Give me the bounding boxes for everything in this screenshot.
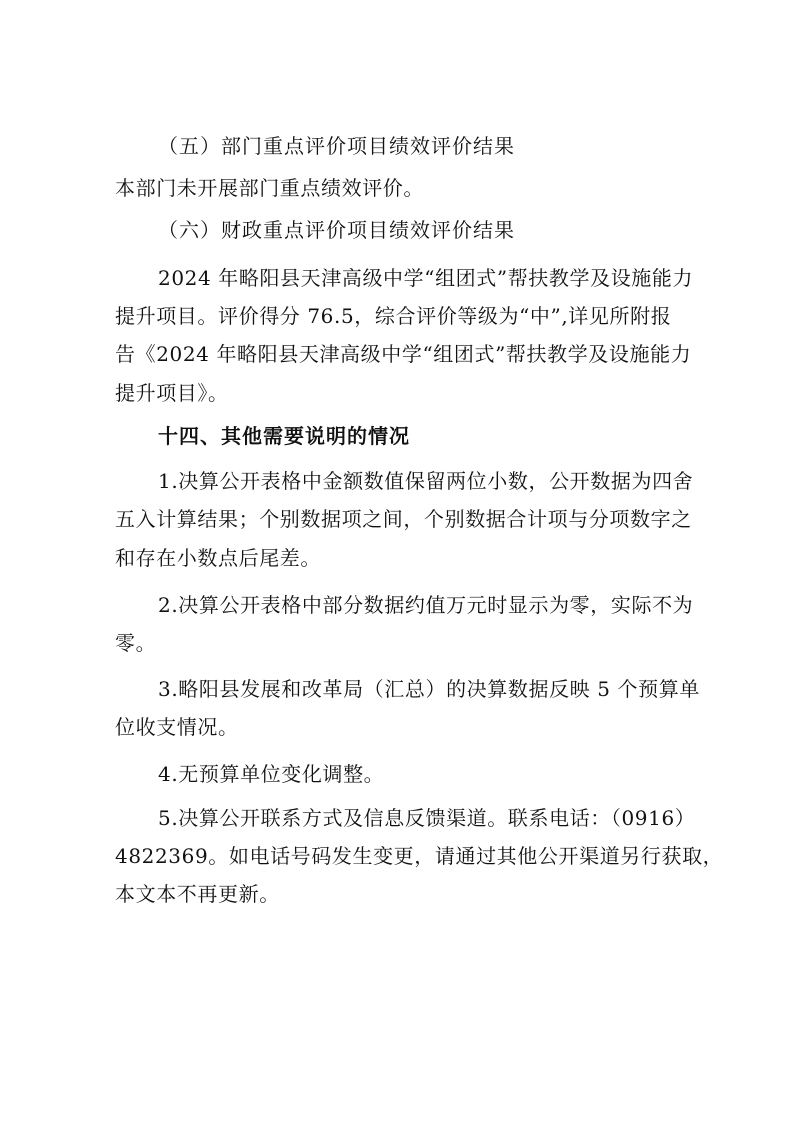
note-1-line-1: 1.决算公开表格中金额数值保留两位小数，公开数据为四舍 [158, 469, 694, 493]
section-six-text-line-2: 提升项目。评价得分 76.5，综合评价等级为“中”,详见所附报 [115, 304, 672, 328]
section-five-heading: （五）部门重点评价项目绩效评价结果 [158, 134, 515, 158]
section-five-text: 本部门未开展部门重点绩效评价。 [115, 176, 424, 200]
note-2-line-1: 2.决算公开表格中部分数据约值万元时显示为零，实际不为 [158, 593, 694, 617]
note-1-line-2: 五入计算结果；个别数据项之间，个别数据合计项与分项数字之 [115, 507, 692, 531]
section-six-text-line-4: 提升项目》。 [115, 381, 229, 405]
note-5-line-2: 4822369。如电话号码发生变更，请通过其他公开渠道另行获取， [115, 844, 724, 868]
section-six-heading: （六）财政重点评价项目绩效评价结果 [158, 218, 515, 242]
note-2-line-2: 零。 [115, 631, 157, 655]
other-notes-heading: 十四、其他需要说明的情况 [158, 424, 410, 448]
note-4-line-1: 4.无预算单位变化调整。 [158, 762, 385, 786]
note-5-line-3: 本文本不再更新。 [115, 882, 280, 906]
section-six-text-line-1: 2024 年略阳县天津高级中学“组团式”帮扶教学及设施能力 [158, 266, 694, 290]
note-3-line-2: 位收支情况。 [115, 715, 239, 739]
note-3-line-1: 3.略阳县发展和改革局（汇总）的决算数据反映 5 个预算单 [158, 677, 700, 701]
section-six-text-line-3: 告《2024 年略阳县天津高级中学“组团式”帮扶教学及设施能力 [115, 342, 692, 366]
note-1-line-3: 和存在小数点后尾差。 [115, 546, 321, 570]
note-5-line-1: 5.决算公开联系方式及信息反馈渠道。联系电话：（0916） [158, 806, 696, 830]
